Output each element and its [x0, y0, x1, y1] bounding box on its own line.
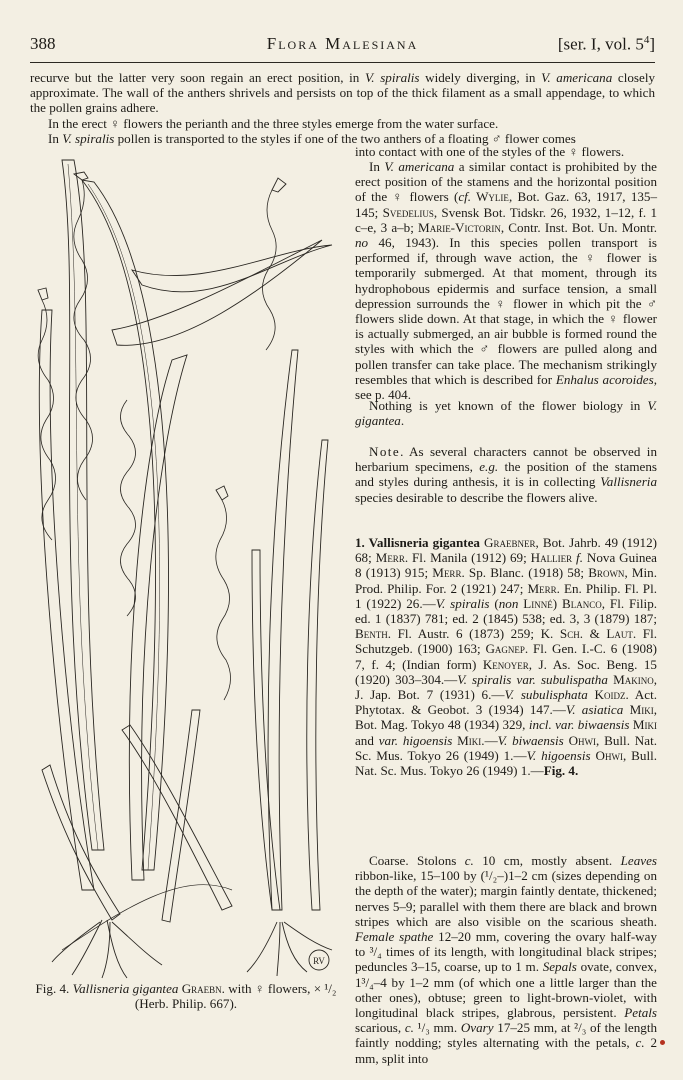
paragraph-flower-biology: Nothing is yet known of the flower biology in V. gigantea.: [355, 398, 657, 429]
leaf: [129, 355, 187, 880]
intro-paragraph: recurve but the latter very soon regain an erect position, in V. spiralis widely diverging, in V. americana closely approximate. The wall of the anthers shrivels and persists on top of the thick filament as a small appendage, to which the pollen grains adhere.: [30, 70, 655, 116]
species-entry-gigantea: 1. Vallisneria gigantea Graebner, Bot. Jahrb. 49 (1912) 68; Merr. Fl. Manila (1912) 69; Hallier f. Nova Guinea 8 (1913) 915; Merr. Sp. Blanc. (1918) 58; Brown, Min. Prod. Philip. For. 2 (1921) 247; Merr. En. Philip. Fl. Pl. 1 (1922) 26.—V. spiralis (non Linné) Blanco, Fl. Filip. ed. 1 (1837) 781; ed. 2 (1845) 538; ed. 3, 3 (1879) 187; Benth. Fl. Austr. 6 (1873) 259; K. Sch. & Laut. Fl. Schutzgeb. (1900) 163; Gagnep. Fl. Gen. I.-C. 6 (1908) 7, f. 4; (Indian form) Kenoyer, J. As. Soc. Beng. 15 (1920) 303–304.—V. spiralis var. subulispatha Makino, J. Jap. Bot. 7 (1931) 6.—V. subulisphata Koidz. Act. Phytotax. & Geobot. 3 (1934) 147.—V. asiatica Miki, Bot. Mag. Tokyo 48 (1934) 329, incl. var. biwaensis Miki and var. higoensis Miki.—V. biwaensis Ohwi, Bull. Nat. Sc. Mus. Tokyo 26 (1949) 1.—V. higoensis Ohwi, Bull. Nat. Sc. Mus. Tokyo 26 (1949) 1.—Fig. 4.: [355, 535, 658, 779]
monogram-text: RV: [313, 956, 325, 966]
series-volume: [ser. I, vol. $5^4$]: [557, 34, 655, 54]
species-description: Coarse. Stolons c. 10 cm, mostly absent. Leaves ribbon-like, 15–100 by (¹/₂–)1–2 cm (sizes depending on the depth of the water); margin faintly dentate, thickened; nerves 5–9; parallel with them there are black and brown stripes which are also visible on the scarious sheath. Female spathe 12–20 mm, covering the ovary half-way to ³/₄ times of its length, with longitudinal black stripes; peduncles 3–15, coarse, up to 1 m. Sepals ovate, convex, 1³/₄–4 by 1–2 mm (of which one a little larger than the other ones), obtuse; green to light-brown-violet, with longitudinal black stripes, glabrous, persistent. Petals scarious, c. ¹/₃ mm. Ovary 17–25 mm, at ²/₃ of the length faintly nodding; styles alternating with the petals, c. 2 mm, split into: [355, 853, 658, 1066]
female-flower: [38, 288, 48, 300]
spiral-peduncle: [120, 400, 135, 616]
female-flower: [272, 178, 286, 192]
leaf: [252, 550, 280, 910]
figure-caption: Fig. 4. Vallisneria gigantea Graebn. with ♀ flowers, × ¹/₂ (Herb. Philip. 667).: [35, 981, 337, 1012]
spiral-peduncle: [262, 190, 276, 350]
vallisneria-illustration: [22, 150, 342, 980]
leaf: [62, 160, 104, 850]
paragraph-contact-continued: into contact with one of the styles of the ♀ flowers.: [355, 144, 625, 159]
female-flower: [216, 486, 228, 500]
leaf: [162, 710, 200, 922]
paragraph-erect-flowers: In the erect ♀ flowers the perianth and the three styles emerge from the water surface.: [48, 116, 499, 131]
page-header: [30, 34, 655, 60]
spiral-peduncle: [216, 500, 231, 700]
paragraph-americana: In V. americana a similar contact is prohibited by the erect position of the stamens and the horizontal position of the ♀ flowers (cf. Wylie, Bot. Gaz. 63, 1917, 135–145; Svedelius, Svensk Bot. Tidskr. 26, 1932, 1–12, f. 1 c–e, 3 a–b; Marie-Victorin, Contr. Inst. Bot. Un. Montr. no 46, 1943). In this species pollen transport is performed if, through wave action, the ♀ flower is temporarily submerged. At that moment, through its hydrophobous epidermis and surface tension, a small depression surrounds the ♀ flower in which pit the ♂ flowers slide down. At that stage, in which the ♀ flower is actually submerged, an air bubble is formed round the styles with which the ♂ flowers are pulled along and pollen transfer can take place. The mechanism strikingly resembles that which is described for Enhalus acoroides, see p. 404.: [355, 159, 658, 403]
paragraph-note: Note. As several characters cannot be observed in herbarium specimens, e.g. the position of the stamens and styles during anthesis, it is in collecting Vallisneria species desirable to describe the flowers alive.: [355, 444, 657, 505]
header-rule: [30, 62, 655, 63]
page-mark: [660, 1040, 665, 1045]
female-flower: [74, 172, 88, 180]
leaf: [307, 440, 328, 910]
running-title: Flora Malesiana: [266, 34, 419, 53]
leaf: [268, 350, 298, 910]
paragraph-spiralis-pollen: In V. spiralis pollen is transported to the styles if one of the two anthers of a floating ♂ flower comes: [48, 131, 576, 146]
leaf: [82, 180, 168, 870]
page-number: 388: [30, 34, 56, 53]
leaf: [112, 240, 322, 345]
leaf: [42, 765, 120, 920]
